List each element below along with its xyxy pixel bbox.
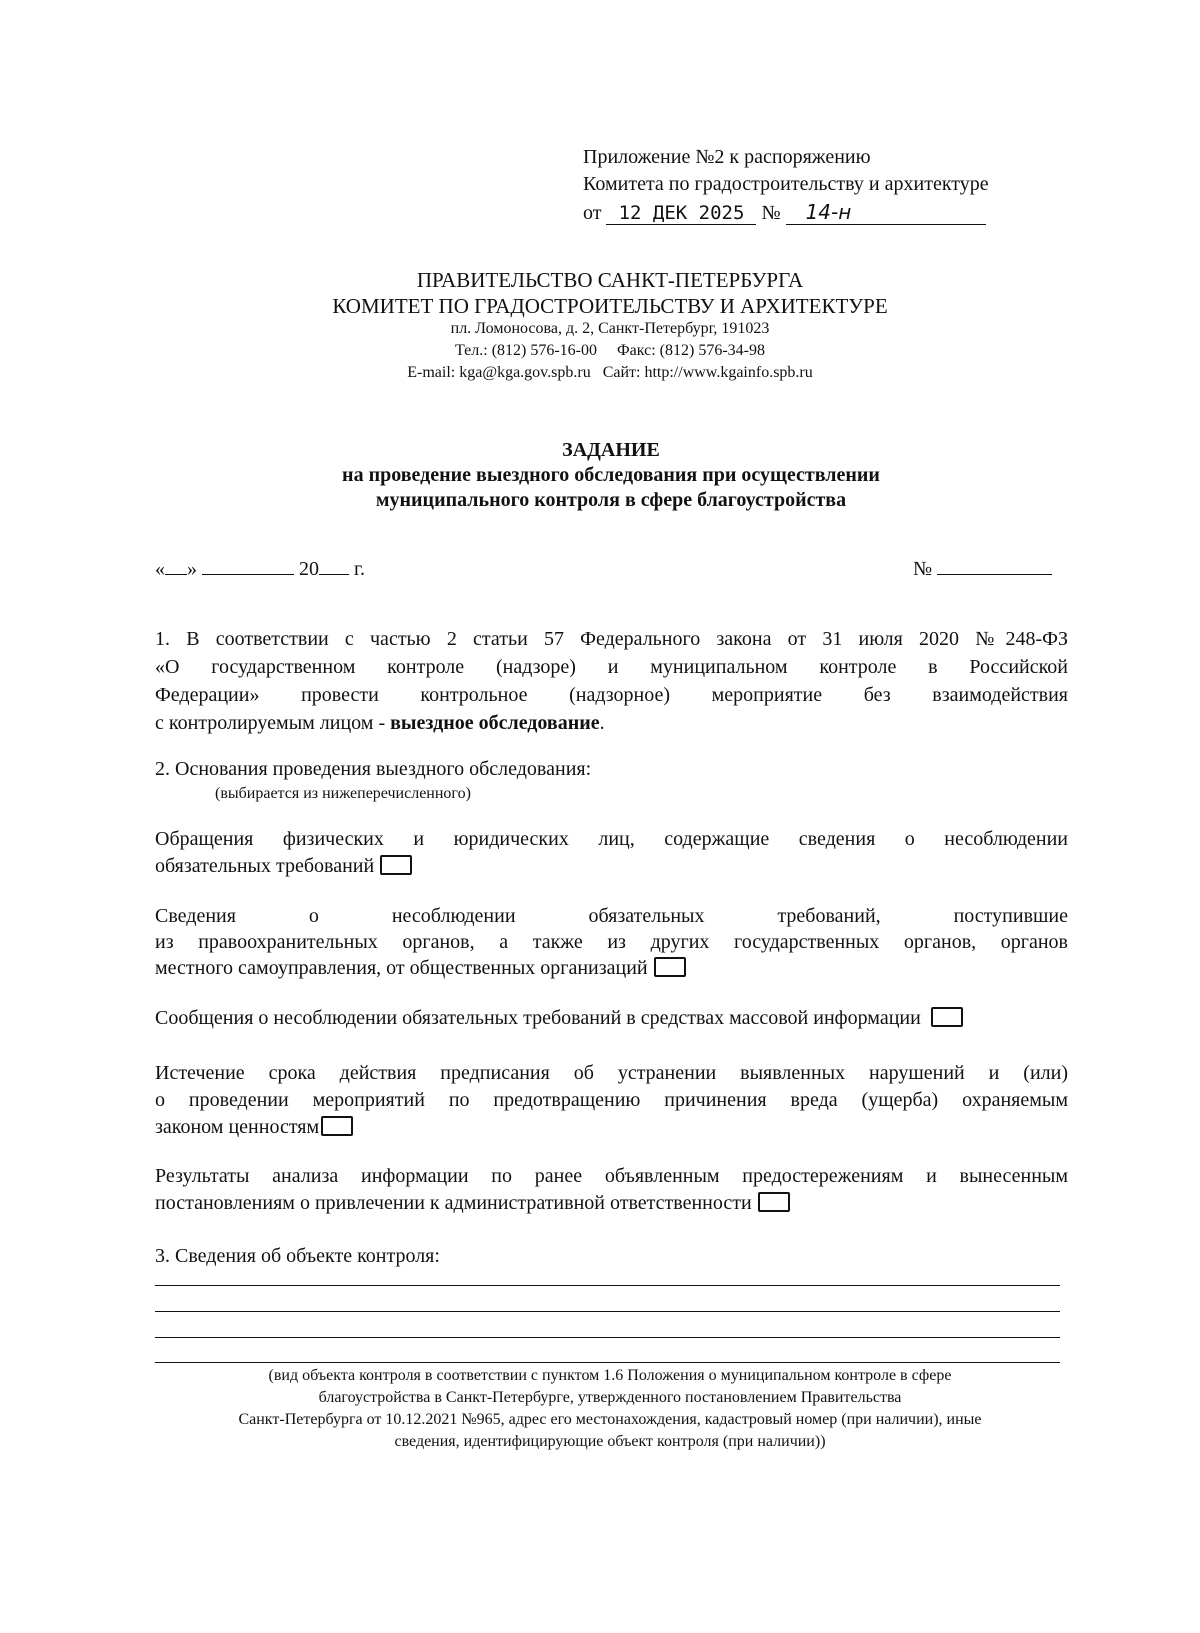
- object-input-line[interactable]: [155, 1311, 1060, 1312]
- task-number-blank[interactable]: [937, 574, 1052, 575]
- title-sub2: муниципального контроля в сфере благоустройства: [375, 489, 847, 511]
- option-2: Сведения о несоблюдении обязательных требований, поступившие из правоохранительных органов, а также из других государственных органов, органов местного самоуправления, от общественных организаций: [155, 905, 1068, 979]
- option-5: Результаты анализа информации по ранее объявленным предостережениям и вынесенным постановлениям о привлечении к административной ответственности: [155, 1165, 1068, 1214]
- checkbox[interactable]: [321, 1116, 353, 1136]
- document-title: [0, 438, 1200, 513]
- section-2-note: (выбирается из нижеперечисленного): [215, 785, 471, 802]
- checkbox[interactable]: [931, 1007, 963, 1027]
- org-site: Сайт: http://www.kgainfo.spb.ru: [602, 364, 813, 381]
- org-address: пл. Ломоносова, д. 2, Санкт-Петербург, 191023: [450, 320, 770, 337]
- title-sub1: на проведение выездного обследования при осуществлении: [342, 464, 880, 486]
- day-blank[interactable]: [165, 574, 187, 575]
- order-number: 14-н: [786, 200, 986, 225]
- task-number-field: №: [913, 558, 1052, 581]
- annex-line2: Комитета по градостроительству и архитектуре: [583, 173, 989, 195]
- object-input-line[interactable]: [155, 1362, 1060, 1363]
- object-input-line[interactable]: [155, 1285, 1060, 1286]
- section-3-title: 3. Сведения об объекте контроля:: [155, 1245, 440, 1267]
- checkbox[interactable]: [380, 855, 412, 875]
- org-phone: Тел.: (812) 576-16-00: [455, 342, 598, 359]
- gov-name: ПРАВИТЕЛЬСТВО САНКТ-ПЕТЕРБУРГА: [416, 268, 804, 292]
- object-input-line[interactable]: [155, 1337, 1060, 1338]
- checkbox[interactable]: [654, 957, 686, 977]
- option-3: Сообщения о несоблюдении обязательных требований в средствах массовой информации: [155, 1007, 1115, 1030]
- org-contacts: [0, 318, 1200, 384]
- org-fax: Факс: (812) 576-34-98: [617, 342, 765, 359]
- org-header: [0, 267, 1200, 319]
- option-1: Обращения физических и юридических лиц, содержащие сведения о несоблюдении обязательных требований: [155, 828, 1068, 877]
- annex-line1: Приложение №2 к распоряжению: [583, 146, 871, 168]
- from-label: от: [583, 202, 602, 224]
- number-label: №: [761, 202, 781, 224]
- order-date: 12 ДЕК 2025: [606, 202, 756, 225]
- org-email: E-mail: kga@kga.gov.spb.ru: [407, 364, 591, 381]
- committee-name: КОМИТЕТ ПО ГРАДОСТРОИТЕЛЬСТВУ И АРХИТЕКТУРЕ: [332, 294, 888, 318]
- date-field: « » 20 г.: [155, 558, 365, 580]
- month-blank[interactable]: [202, 574, 294, 575]
- option-4: Истечение срока действия предписания об устранении выявленных нарушений и (или) о проведении мероприятий по предотвращению причинения вреда (ущерба) охраняемым законом ценностям: [155, 1062, 1068, 1138]
- title-main: ЗАДАНИЕ: [562, 439, 660, 461]
- section-2-title: 2. Основания проведения выездного обследования:: [155, 758, 592, 780]
- checkbox[interactable]: [758, 1192, 790, 1212]
- paragraph-1: 1. В соответствии с частью 2 статьи 57 Федерального закона от 31 июля 2020 №248-ФЗ «О государственном контроле (надзоре) и муниципальном контроле в Российской Федерации» провести контрольное (надзорное) мероприятие без взаимодействия с контролируемым лицом - выездное обследование.: [155, 628, 1068, 734]
- year-blank[interactable]: [319, 574, 349, 575]
- section-3-note: (вид объекта контроля в соответствии с пунктом 1.6 Положения о муниципальном контроле в сфере благоустройства в Санкт-Петербурге, утвержденного постановлением Правительства Санкт-Петербурга от 10.12.2021 №965, адрес его местонахождения, кадастровый номер (при наличии), иные сведения, идентифицирующие объект контроля (при наличии)): [238, 1367, 982, 1450]
